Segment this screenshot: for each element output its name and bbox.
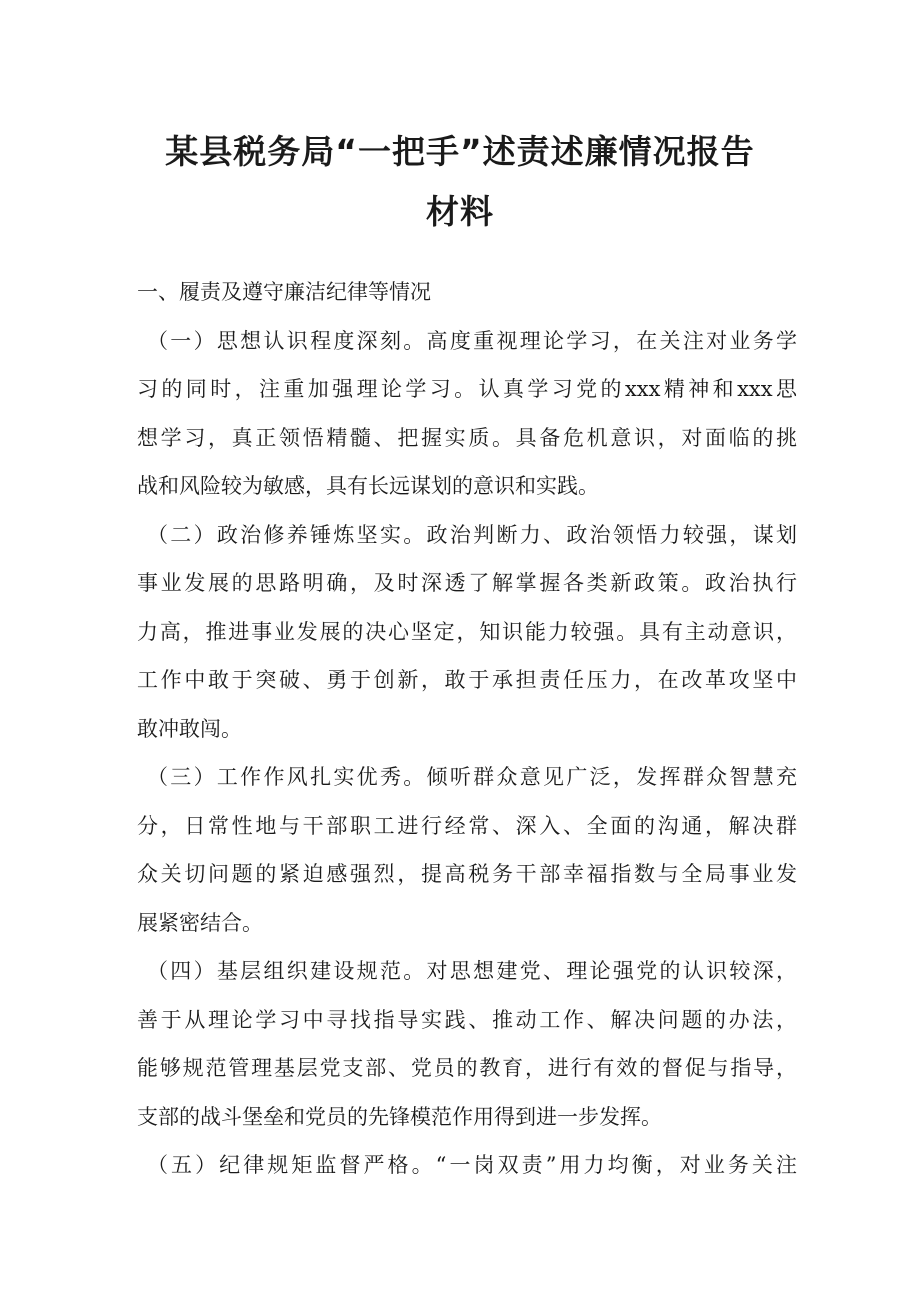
text-line: 支部的战斗堡垒和党员的先锋模范作用得到进一步发挥。	[137, 1104, 662, 1129]
document-title: 某县税务局“一把手”述责述廉情况报告	[165, 132, 755, 171]
text-line: 工作中敢于突破、勇于创新，敢于承担责任压力，在改革攻坚中	[137, 668, 797, 692]
text-line: 展紧密结合。	[137, 910, 263, 935]
text-line: （一）思想认识程度深刻。高度重视理论学习，在关注对业务学	[147, 328, 797, 353]
text-line: 事业发展的思路明确，及时深透了解掌握各类新政策。政治执行	[137, 571, 797, 595]
text-line: （四）基层组织建设规范。对思想建党、理论强党的认识较深，	[147, 959, 797, 983]
text-line: 一、履责及遵守廉洁纪律等情况	[137, 280, 431, 304]
document-body	[137, 268, 797, 1190]
text-line: 习的同时，注重加强理论学习。认真学习党的xxx精神和xxx思	[137, 377, 797, 401]
text-line: 众关切问题的紧迫感强烈，提高税务干部幸福指数与全局事业发	[137, 862, 797, 886]
text-line: 战和风险较为敏感，具有长远谋划的意识和实践。	[137, 474, 599, 498]
text-line: （二）政治修养锤炼坚实。政治判断力、政治领悟力较强，谋划	[147, 522, 797, 547]
document-title-continued: 材料	[426, 192, 494, 231]
text-line: 力高，推进事业发展的决心坚定，知识能力较强。具有主动意识，	[137, 619, 797, 644]
text-line: 能够规范管理基层党支部、党员的教育，进行有效的督促与指导，	[137, 1056, 797, 1080]
text-line: （三）工作作风扎实优秀。倾听群众意见广泛，发挥群众智慧充	[147, 765, 797, 789]
text-line: （五）纪律规矩监督严格。“一岗双责”用力均衡，对业务关注	[147, 1153, 797, 1177]
text-line: 分，日常性地与干部职工进行经常、深入、全面的沟通，解决群	[137, 813, 797, 838]
text-line: 想学习，真正领悟精髓、把握实质。具备危机意识，对面临的挑	[137, 425, 797, 450]
text-line: 敢冲敢闯。	[137, 716, 242, 741]
text-line: 善于从理论学习中寻找指导实践、推动工作、解决问题的办法，	[137, 1007, 797, 1032]
